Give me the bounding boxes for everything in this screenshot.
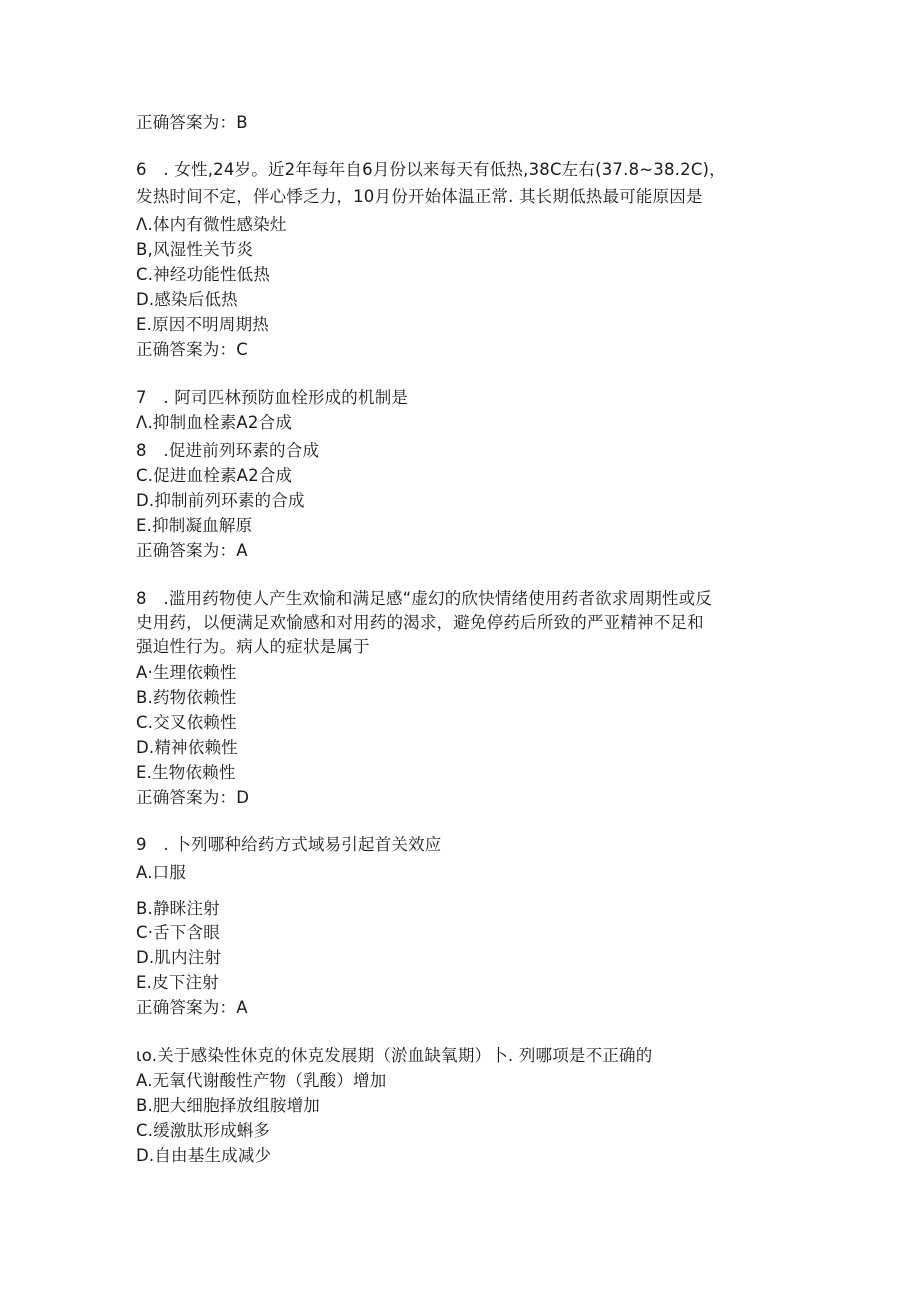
question-9-option-b: B.静眯注射 — [136, 899, 220, 918]
question-8-option-c: C.交叉依赖性 — [136, 713, 237, 732]
question-8-option-b: B.药物依赖性 — [136, 688, 237, 707]
question-7-option-b: 8 .促进前列环素的合成 — [136, 441, 320, 460]
question-10-option-d: D.自由基生成减少 — [136, 1146, 272, 1165]
question-7-option-a: Λ.抑制血栓素A2合成 — [136, 413, 293, 432]
question-8-option-e: E.生物依赖性 — [136, 763, 236, 782]
question-7-option-c: C.促进血栓素A2合成 — [136, 466, 293, 485]
question-9-option-e: E.皮下注射 — [136, 973, 219, 992]
question-8-option-a: A·生理依赖性 — [136, 663, 237, 682]
question-6-option-a: Λ.体内有微性感染灶 — [136, 215, 287, 234]
question-6-answer: 正确答案为：C — [136, 340, 248, 359]
answer-line: 正确答案为：B — [136, 113, 248, 132]
question-7-option-e: E.抑制凝血解原 — [136, 516, 253, 535]
question-9-answer: 正确答案为：A — [136, 998, 248, 1017]
question-10-option-a: A.无氧代谢酸性产物（乳酸）增加 — [136, 1071, 387, 1090]
question-8-answer: 正确答案为：D — [136, 788, 250, 807]
question-7-option-d: D.抑制前列环素的合成 — [136, 491, 305, 510]
question-8-stem: 8 .滥用药物使人产生欢愉和满足感“虚幻的欣快情绪使用药者欲求周期性或反 — [136, 589, 712, 608]
question-10-option-b: B.肥大细胞择放组胺增加 — [136, 1096, 320, 1115]
question-8-stem-cont: 史用药，以便满足欢愉感和对用药的渴求，避免停药后所致的严亚精神不足和 — [136, 613, 704, 632]
question-6-option-c: C.神经功能性低热 — [136, 265, 271, 284]
question-10-option-c: C.缓激肽形成蝌多 — [136, 1121, 271, 1140]
question-6-stem: 6 . 女性,24岁。近2年每年自6月份以来每天有低热,38C左右(37.8~38.2C)， — [136, 160, 726, 179]
question-8-option-d: D.精神依赖性 — [136, 738, 238, 757]
question-6-option-d: D.感染后低热 — [136, 290, 238, 309]
question-6-option-e: E.原因不明周期热 — [136, 315, 269, 334]
question-8-stem-cont2: 强迫性行为。病人的症状是属于 — [136, 637, 370, 656]
question-10-stem: ιo.关于感染性休克的休克发展期（淤血缺氧期）卜. 列哪项是不正确的 — [136, 1046, 653, 1065]
question-7-answer: 正确答案为：A — [136, 541, 248, 560]
question-9-option-d: D.肌内注射 — [136, 948, 222, 967]
question-9-option-c: C·舌下含眼 — [136, 923, 220, 942]
question-9-stem: 9 . 卜列哪种给药方式域易引起首关效应 — [136, 835, 442, 854]
question-7-stem: 7 . 阿司匹林预防血栓形成的机制是 — [136, 388, 409, 407]
question-9-option-a: A.口服 — [136, 863, 187, 882]
question-6-stem-cont: 发热时间不定，伴心悸乏力，10月份开始体温正常. 其长期低热最可能原因是 — [136, 187, 703, 206]
question-6-option-b: B,风湿性关节炎 — [136, 240, 254, 259]
